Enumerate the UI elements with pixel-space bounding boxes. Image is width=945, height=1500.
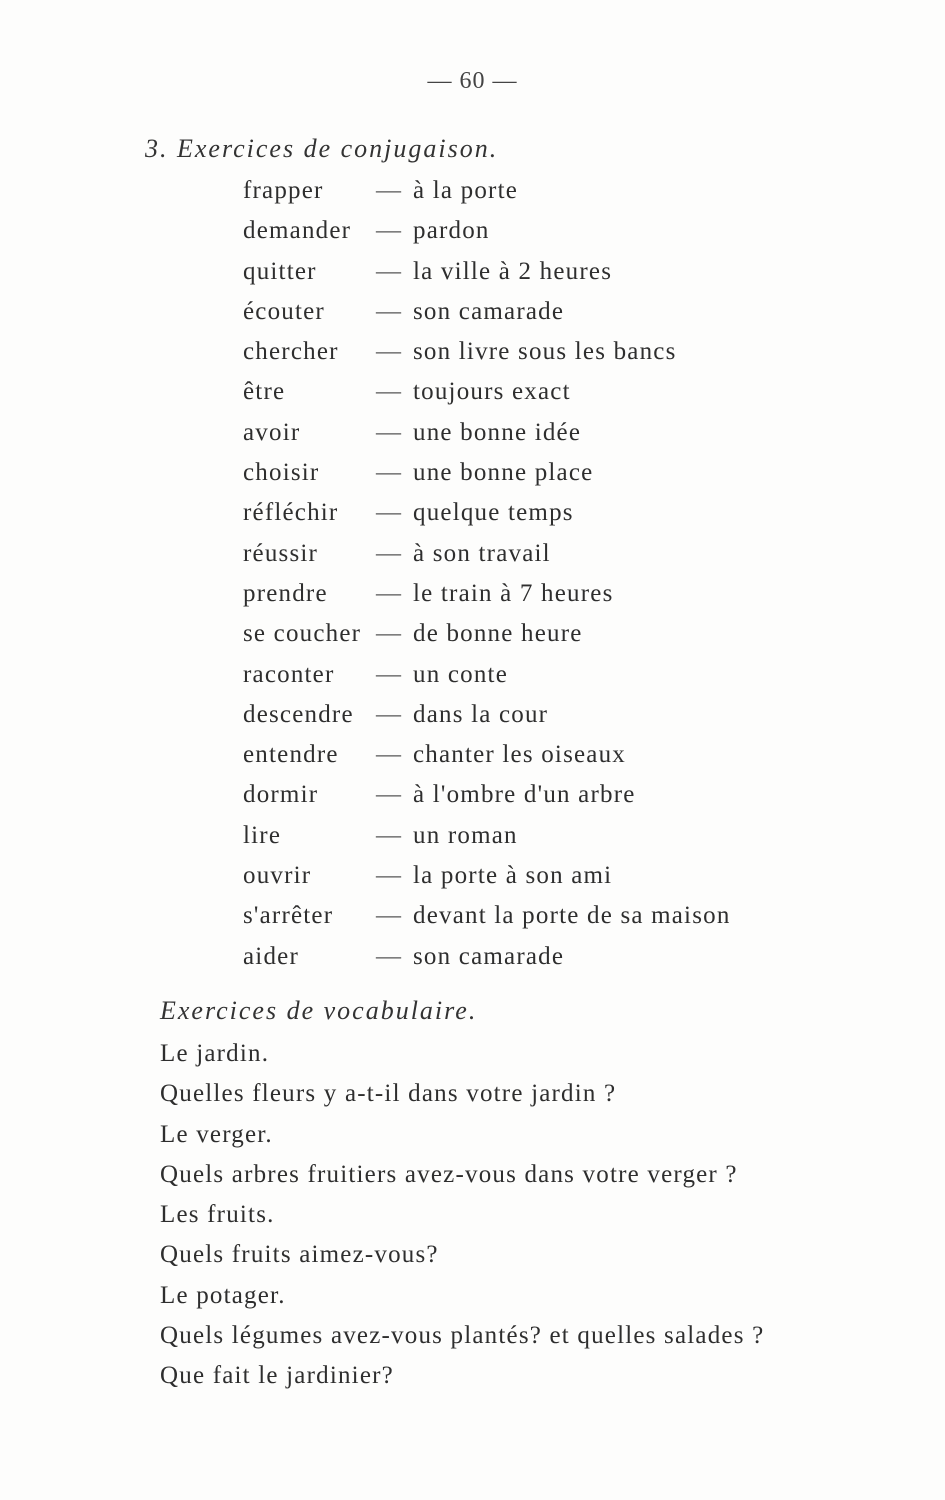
dash-separator: — (376, 902, 403, 930)
verb: quitter (243, 257, 317, 285)
dash-separator: — (376, 338, 403, 366)
vocabulary-question: Quels arbres fruitiers avez-vous dans votre verger ? (160, 1160, 738, 1188)
verb: lire (243, 821, 282, 849)
verb: prendre (243, 579, 328, 607)
dash-separator: — (376, 257, 403, 285)
dash-separator: — (376, 781, 403, 809)
vocabulary-topic: Le verger. (160, 1120, 273, 1148)
vocabulary-topic: Le potager. (160, 1281, 286, 1309)
vocabulary-question: Quels fruits aimez-vous? (160, 1241, 439, 1269)
complement: pardon (413, 217, 490, 245)
dash-separator: — (376, 821, 403, 849)
complement: chanter les oiseaux (413, 741, 626, 769)
complement: à la porte (413, 177, 519, 204)
complement: à l'ombre d'un arbre (413, 781, 636, 809)
dash-separator: — (376, 539, 403, 567)
complement: dans la cour (413, 700, 549, 728)
verb: descendre (243, 700, 354, 728)
dash-separator: — (376, 862, 403, 890)
complement: devant la porte de sa maison (413, 902, 731, 930)
complement: un roman (413, 821, 518, 849)
dash-separator: — (376, 177, 403, 204)
page-number: — 60 — (427, 68, 518, 94)
vocabulary-question: Quels légumes avez-vous plantés? et quelles salades ? (160, 1322, 765, 1350)
dash-separator: — (376, 297, 403, 325)
complement: une bonne place (413, 459, 594, 487)
dash-separator: — (376, 459, 403, 487)
section-title-vocabulary: Exercices de vocabulaire. (160, 996, 478, 1025)
complement: la ville à 2 heures (413, 257, 613, 285)
complement: son livre sous les bancs (413, 338, 677, 366)
verb: réfléchir (243, 499, 339, 527)
vocabulary-topic: Les fruits. (160, 1201, 275, 1229)
dash-separator: — (376, 660, 403, 688)
dash-separator: — (376, 499, 403, 527)
complement: quelque temps (413, 499, 574, 527)
complement: un conte (413, 660, 508, 688)
verb: frapper (243, 177, 324, 204)
verb: entendre (243, 741, 339, 769)
vocabulary-question: Quelles fleurs y a-t-il dans votre jardin ? (160, 1080, 617, 1108)
complement: la porte à son ami (413, 862, 613, 890)
verb: choisir (243, 459, 320, 487)
verb: ouvrir (243, 862, 312, 890)
verb: être (243, 378, 286, 406)
complement: son camarade (413, 942, 565, 970)
dash-separator: — (376, 579, 403, 607)
verb: aider (243, 942, 299, 970)
verb: réussir (243, 539, 319, 567)
verb: demander (243, 217, 352, 245)
dash-separator: — (376, 741, 403, 769)
complement: son camarade (413, 297, 565, 325)
complement: à son travail (413, 539, 551, 567)
verb: raconter (243, 660, 335, 688)
verb: avoir (243, 418, 301, 446)
dash-separator: — (376, 378, 403, 406)
complement: de bonne heure (413, 620, 583, 648)
complement: toujours exact (413, 378, 571, 406)
vocabulary-topic: Que fait le jardinier? (160, 1362, 394, 1390)
dash-separator: — (376, 217, 403, 245)
verb: écouter (243, 297, 325, 325)
verb: dormir (243, 781, 319, 809)
section-title-conjugation: 3. Exercices de conjugaison. (145, 134, 499, 163)
dash-separator: — (376, 700, 403, 728)
dash-separator: — (376, 418, 403, 446)
verb: s'arrêter (243, 902, 334, 930)
vocabulary-list (160, 1040, 920, 1403)
complement: une bonne idée (413, 418, 582, 446)
dash-separator: — (376, 942, 403, 970)
verb: se coucher (243, 620, 362, 648)
dash-separator: — (376, 620, 403, 648)
verb: chercher (243, 338, 339, 366)
complement: le train à 7 heures (413, 579, 614, 607)
vocabulary-topic: Le jardin. (160, 1040, 270, 1067)
